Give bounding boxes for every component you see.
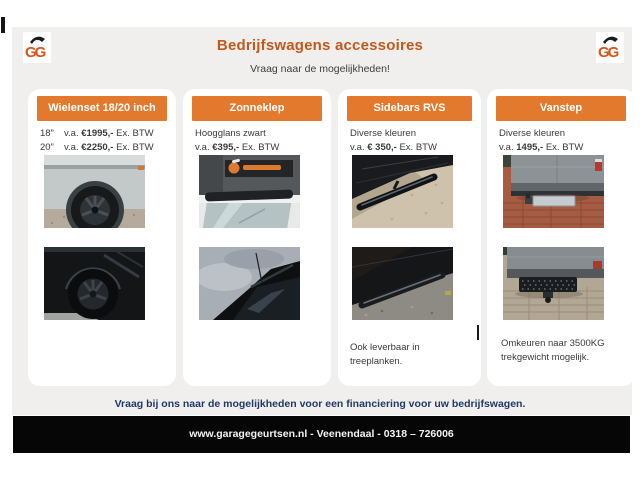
card-sidebars <box>338 89 481 386</box>
price-value: €2250,- <box>81 141 114 153</box>
price-prefix: v.a. <box>64 128 82 139</box>
photo-vanstep-grid <box>503 247 604 320</box>
card-zonneklep <box>183 89 331 386</box>
photo-wheel-silver-van <box>44 155 145 228</box>
photo-sidebar-gravel <box>352 247 453 320</box>
footer-contact-text: www.garagegeurtsen.nl - Veenendaal - 0318 – 726006 <box>189 428 454 440</box>
logo-letters: GG <box>25 44 45 61</box>
price-row <box>499 141 627 155</box>
price-value: €395,- <box>212 141 240 153</box>
price-list <box>40 127 168 154</box>
photo-wheel-black-van <box>44 247 145 320</box>
card-note: Omkeuren naar 3500KG trekgewicht mogelijk. <box>501 338 605 363</box>
page-subtitle: Vraag naar de mogelijkheden! <box>250 63 390 75</box>
photo-sidebar-pavement <box>352 155 453 228</box>
card-header-vanstep: Vanstep <box>496 96 626 121</box>
product-text <box>195 127 323 154</box>
price-value: € 350,- <box>367 141 397 153</box>
text-cursor-caret <box>477 325 479 340</box>
card-note: Ook leverbaar in treeplanken. <box>350 342 420 367</box>
price-value: €1995,- <box>81 128 114 139</box>
page-title: Bedrijfswagens accessoires <box>216 37 424 54</box>
product-text <box>350 127 473 154</box>
price-row-20 <box>40 141 168 155</box>
card-vanstep <box>487 89 635 386</box>
card-header-wielenset: Wielenset 18/20 inch <box>37 96 167 121</box>
card-header-zonneklep: Zonneklep <box>192 96 322 121</box>
price-prefix: v.a. <box>64 141 82 153</box>
price-row-18 <box>40 127 168 141</box>
size-label: 18” <box>40 128 54 139</box>
price-suffix: Ex. BTW <box>113 141 154 153</box>
price-prefix: v.a. <box>499 141 517 153</box>
price-suffix: Ex. BTW <box>239 141 280 153</box>
financing-note: Vraag bij ons naar de mogelijkheden voor een financiering voor uw bedrijfswagen. <box>114 398 526 410</box>
product-text <box>499 127 627 154</box>
logo-letters: GG <box>598 44 618 61</box>
card-header-sidebars: Sidebars RVS <box>347 96 472 121</box>
screen-edge-artifact <box>1 17 5 33</box>
photo-vanstep-aluminium <box>503 155 604 228</box>
product-desc: Hoogglans zwart <box>195 128 266 139</box>
photo-visor-black-van <box>199 247 300 320</box>
photo-visor-white-van <box>199 155 300 228</box>
price-row <box>195 141 323 155</box>
price-prefix: v.a. <box>350 141 368 153</box>
price-row <box>350 141 473 155</box>
price-suffix: Ex. BTW <box>396 141 437 153</box>
price-prefix: v.a. <box>195 141 213 153</box>
product-desc: Diverse kleuren <box>350 128 416 139</box>
size-label: 20” <box>40 141 54 153</box>
footer-bar <box>13 416 630 453</box>
card-wielenset <box>28 89 176 386</box>
price-value: 1495,- <box>516 141 544 153</box>
price-suffix: Ex. BTW <box>113 128 154 139</box>
product-desc: Diverse kleuren <box>499 128 565 139</box>
price-suffix: Ex. BTW <box>543 141 584 153</box>
